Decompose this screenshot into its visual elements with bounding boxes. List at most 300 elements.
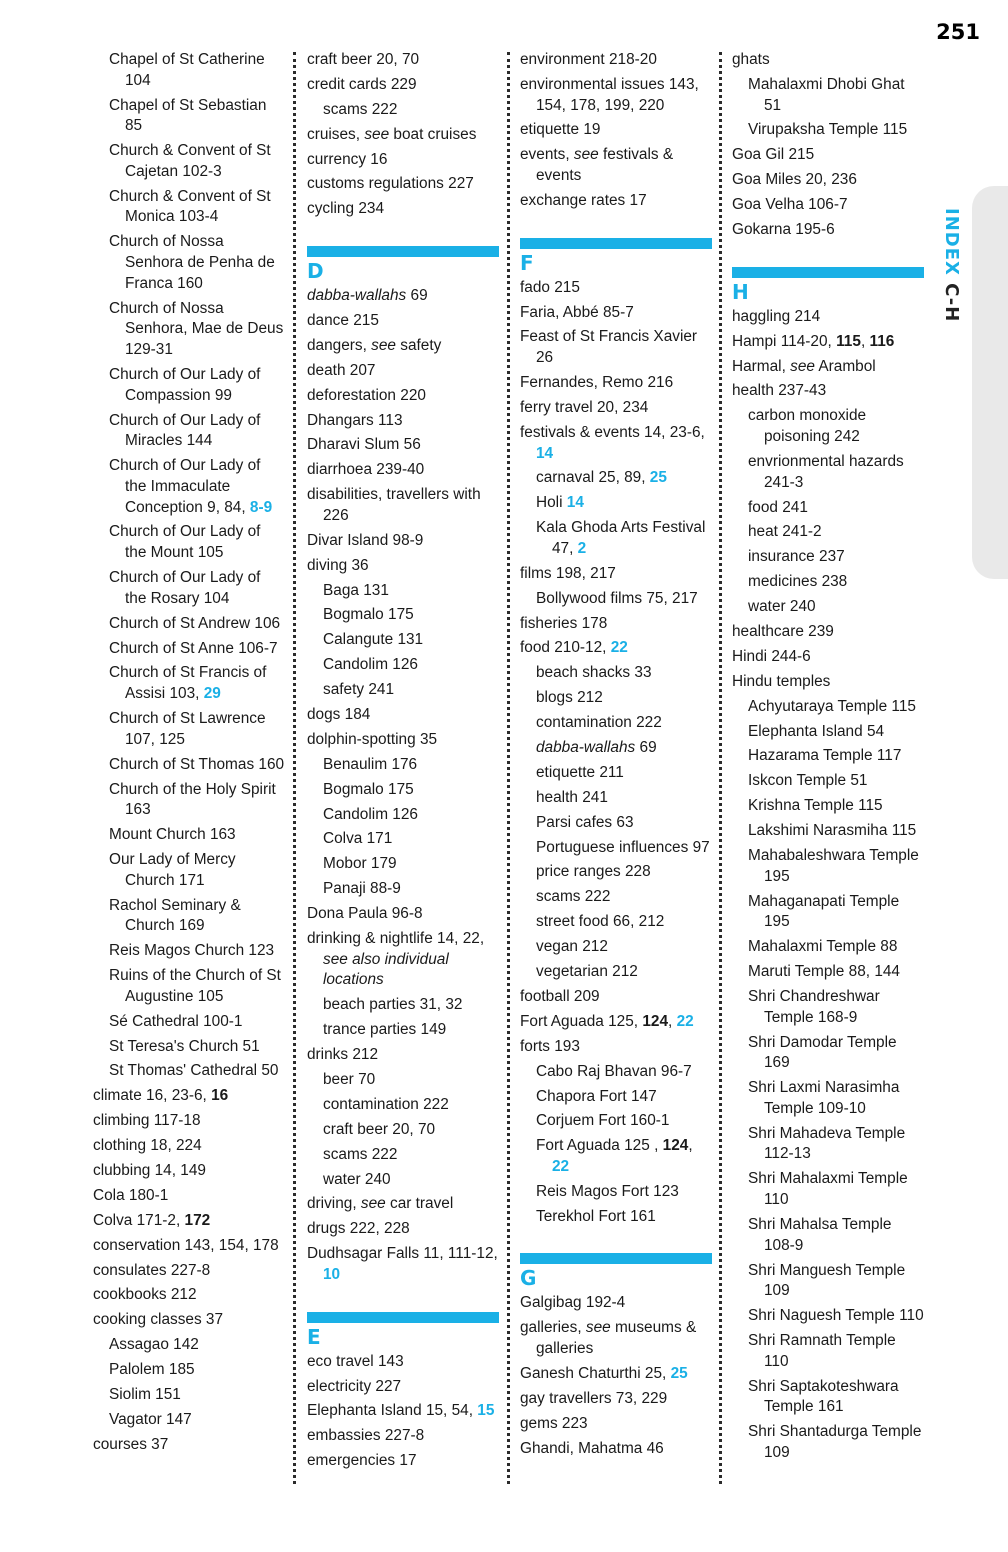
index-entry [732, 195, 924, 216]
entry-text: Shri Naguesh Temple 110 [748, 1307, 924, 1325]
entry-text: healthcare 239 [732, 622, 834, 640]
index-subentry [732, 1033, 924, 1074]
index-subentry [307, 1145, 499, 1166]
index-entry [307, 1352, 499, 1373]
index-entry [520, 1389, 712, 1410]
entry-text: Assagao 142 [109, 1336, 199, 1354]
index-subentry [732, 846, 924, 887]
index-section-f: F [520, 238, 712, 274]
index-subentry [520, 1111, 712, 1132]
index-subentry [732, 1124, 924, 1165]
entry-text: Our Lady of Mercy Church 171 [109, 850, 236, 889]
index-subentry [93, 941, 285, 962]
index-subentry [732, 892, 924, 933]
index-entry [520, 1012, 712, 1033]
index-entry [93, 1435, 285, 1456]
bold-page-ref: 115 [836, 332, 861, 350]
index-subentry [520, 589, 712, 610]
entry-text: Fort Aguada 125 , [536, 1137, 663, 1155]
entry-text: Mahaganapati Temple 195 [748, 892, 900, 931]
entry-text: ghats [732, 51, 770, 68]
entry-text: Faria, Abbé 85-7 [520, 303, 634, 321]
entry-text: fisheries 178 [520, 614, 608, 632]
index-subentry [732, 452, 924, 493]
index-entry [93, 1261, 285, 1282]
index-subentry [732, 120, 924, 141]
entry-text: Dhangars 113 [307, 411, 403, 429]
entry-text: beach parties 31, 32 [323, 996, 463, 1014]
entry-text: Virupaksha Temple 115 [748, 121, 908, 139]
index-subentry [93, 709, 285, 750]
index-subentry [520, 838, 712, 859]
entry-text: Benaulim 176 [323, 755, 418, 773]
entry-text: price ranges 228 [536, 863, 651, 881]
entry-text: envrionmental hazards 241-3 [748, 452, 904, 491]
entry-text: ferry travel 20, 234 [520, 398, 649, 416]
index-subentry [307, 655, 499, 676]
entry-text: clubbing 14, 149 [93, 1162, 206, 1179]
index-entry [520, 398, 712, 419]
index-entry [732, 332, 924, 353]
index-subentry [93, 1360, 285, 1381]
entry-text: vegan 212 [536, 938, 608, 956]
index-entry [307, 286, 499, 307]
index-subentry [93, 187, 285, 228]
index-entry [307, 929, 499, 991]
entry-text: Church of Nossa Senhora, Mae de Deus 129-31 [109, 299, 284, 359]
index-subentry [732, 597, 924, 618]
entry-text: Parsi cafes 63 [536, 813, 634, 831]
entry-text: , [688, 1137, 693, 1155]
entry-text: conservation 143, 154, 178 [93, 1236, 279, 1254]
index-section-e: E [307, 1312, 499, 1348]
entry-text: customs regulations 227 [307, 175, 474, 193]
entry-text: beach shacks 33 [536, 664, 652, 682]
entry-text: health 237-43 [732, 382, 827, 400]
entry-text: food 210-12, [520, 639, 611, 657]
index-entry [93, 1086, 285, 1107]
index-subentry [93, 1012, 285, 1033]
index-subentry [93, 1037, 285, 1058]
entry-text: deforestation 220 [307, 386, 426, 404]
entry-text: festivals & events [536, 146, 674, 185]
index-entry [307, 1244, 499, 1285]
entry-text: Mahabaleshwara Temple 195 [748, 846, 919, 885]
entry-text: food 241 [748, 498, 808, 516]
entry-text: Kala Ghoda Arts Festival 47, [536, 519, 706, 557]
index-entry [732, 357, 924, 378]
entry-text: Church of St Francis of Assisi 103, [109, 664, 267, 703]
entry-text: diving 36 [307, 556, 369, 574]
index-subentry [732, 1331, 924, 1372]
index-subentry [520, 1062, 712, 1083]
entry-text: fado 215 [520, 278, 580, 296]
index-entry [307, 150, 499, 171]
index-subentry [732, 796, 924, 817]
entry-text: exchange rates 17 [520, 191, 647, 209]
index-subentry [520, 862, 712, 883]
entry-text: Panaji 88-9 [323, 880, 401, 898]
index-subentry [520, 468, 712, 489]
index-subentry [732, 1261, 924, 1302]
entry-text: Goa Velha 106-7 [732, 196, 848, 214]
entry-text: Shri Chandreshwar Temple 168-9 [748, 987, 880, 1026]
index-subentry [93, 825, 285, 846]
map-page-ref: 25 [670, 1364, 688, 1382]
entry-text: scams 222 [536, 888, 611, 906]
index-subentry [520, 493, 712, 514]
index-entry [307, 1426, 499, 1447]
entry-text: eco travel 143 [307, 1352, 404, 1370]
index-entry [520, 638, 712, 659]
index-subentry [307, 780, 499, 801]
index-entry [93, 1161, 285, 1182]
index-subentry [520, 937, 712, 958]
index-entry [520, 423, 712, 464]
index-subentry [307, 605, 499, 626]
bold-page-ref: 16 [211, 1087, 229, 1105]
entry-text: heat 241-2 [748, 523, 822, 541]
entry-text: Church of Nossa Senhora de Penha de Franca 160 [109, 233, 275, 292]
index-entry [93, 1136, 285, 1157]
entry-text: dogs 184 [307, 706, 371, 723]
index-tab-range: C-H [941, 283, 962, 323]
entry-text: events, [520, 146, 574, 164]
entry-text: gems 223 [520, 1414, 588, 1432]
index-entry [520, 145, 712, 186]
entry-text: safety 241 [323, 681, 395, 699]
index-subentry [732, 697, 924, 718]
entry-text: Church of Our Lady of Compassion 99 [109, 365, 261, 404]
entry-text: car travel [385, 1195, 454, 1213]
entry-text: Church of Our Lady of Miracles 144 [109, 411, 261, 450]
index-entry [93, 1310, 285, 1331]
entry-text: Galgibag 192-4 [520, 1294, 626, 1312]
entry-text: St Teresa's Church 51 [109, 1037, 260, 1055]
entry-text: clothing 18, 224 [93, 1137, 202, 1155]
index-subentry [93, 365, 285, 406]
index-subentry [732, 821, 924, 842]
entry-text: Rachol Seminary & Church 169 [109, 896, 241, 935]
entry-text: boat cruises [389, 125, 477, 143]
index-subentry [307, 1070, 499, 1091]
entry-text: Bogmalo 175 [323, 780, 414, 798]
entry-text: Mobor 179 [323, 855, 397, 873]
map-page-ref: 22 [552, 1157, 570, 1175]
entry-text: contamination 222 [323, 1095, 449, 1113]
index-entry [93, 1111, 285, 1132]
index-entry [520, 1318, 712, 1359]
entry-text: death 207 [307, 361, 376, 379]
index-subentry [520, 887, 712, 908]
entry-text: climate 16, 23-6, [93, 1087, 212, 1105]
entry-text: carnaval 25, 89, [536, 469, 650, 487]
entry-text: Corjuem Fort 160-1 [536, 1112, 670, 1130]
entry-text: Church of St Lawrence 107, 125 [109, 710, 266, 748]
entry-text: see [371, 336, 396, 354]
index-section-g: G [520, 1253, 712, 1289]
index-entry [307, 730, 499, 751]
index-entry [520, 1364, 712, 1385]
index-entry [732, 381, 924, 402]
index-entry [307, 435, 499, 456]
index-entry [520, 191, 712, 212]
index-subentry [732, 522, 924, 543]
entry-text: Colva 171-2, [93, 1211, 185, 1229]
entry-text: cycling 234 [307, 200, 384, 218]
entry-text: Gokarna 195-6 [732, 221, 835, 239]
index-subentry [307, 879, 499, 900]
index-subentry [93, 456, 285, 518]
index-entry [307, 311, 499, 332]
index-subentry [93, 232, 285, 294]
index-subentry [520, 912, 712, 933]
entry-text: Dharavi Slum 56 [307, 436, 421, 454]
index-entry [307, 50, 499, 71]
map-page-ref: 22 [610, 639, 628, 657]
entry-text: Palolem 185 [109, 1361, 195, 1379]
entry-text: trance parties 149 [323, 1021, 447, 1039]
entry-text: dance 215 [307, 311, 379, 329]
entry-text: Church of St Andrew 106 [109, 614, 281, 632]
index-subentry [307, 1020, 499, 1041]
index-entry [520, 303, 712, 324]
index-entry [307, 556, 499, 577]
entry-text: consulates 227-8 [93, 1261, 211, 1279]
entry-text: Iskcon Temple 51 [748, 772, 868, 790]
index-entry [307, 1451, 499, 1472]
index-subentry [93, 663, 285, 704]
entry-text: Goa Miles 20, 236 [732, 171, 857, 189]
entry-text: currency 16 [307, 150, 388, 168]
entry-text: water 240 [748, 598, 816, 616]
map-page-ref: 25 [649, 469, 667, 487]
entry-text: courses 37 [93, 1435, 169, 1453]
entry-text: credit cards 229 [307, 75, 417, 93]
entry-text: Fernandes, Remo 216 [520, 374, 674, 392]
index-entry [520, 1037, 712, 1058]
index-subentry [307, 854, 499, 875]
entry-text: Cola 180-1 [93, 1186, 169, 1204]
index-entry [732, 170, 924, 191]
entry-text: see [573, 146, 599, 164]
entry-text: Reis Magos Fort 123 [536, 1182, 679, 1200]
index-subentry [732, 547, 924, 568]
entry-text: , [668, 1012, 677, 1030]
entry-text: Shri Laxmi Narasimha Temple 109-10 [748, 1079, 900, 1117]
entry-text: Chapora Fort 147 [536, 1087, 657, 1105]
entry-text: climbing 117-18 [93, 1112, 201, 1130]
entry-text: Goa Gil 215 [732, 146, 815, 164]
entry-text: Dudhsagar Falls 11, 111-12, [307, 1245, 498, 1263]
entry-text: Elephanta Island 54 [748, 722, 885, 740]
entry-text: Cabo Raj Bhavan 96-7 [536, 1062, 692, 1080]
index-subentry [520, 663, 712, 684]
entry-text: , [860, 332, 870, 350]
entry-text: see [360, 1195, 386, 1213]
index-subentry [93, 141, 285, 182]
bold-page-ref: 124 [642, 1012, 669, 1030]
index-subentry [307, 829, 499, 850]
entry-text: electricity 227 [307, 1377, 402, 1395]
entry-text: 69 [406, 287, 428, 305]
entry-text: emergencies 17 [307, 1452, 417, 1470]
entry-text: Shri Damodar Temple 169 [748, 1033, 897, 1072]
index-entry [520, 987, 712, 1008]
entry-text: vegetarian 212 [536, 963, 638, 981]
index-entry [732, 672, 924, 693]
entry-text: dabba-wallahs [536, 739, 636, 757]
index-section-h: H [732, 267, 924, 303]
entry-text: Mount Church 163 [109, 826, 236, 844]
index-entry [732, 220, 924, 241]
entry-text: haggling 214 [732, 307, 821, 325]
entry-text: Harmal, [732, 357, 791, 375]
entry-text: galleries, [520, 1319, 586, 1337]
index-entry [520, 1439, 712, 1460]
entry-text: environmental issues 143, 154, 178, 199, 220 [520, 75, 699, 114]
entry-text: insurance 237 [748, 548, 845, 566]
entry-text: Colva 171 [323, 830, 393, 848]
index-subentry [307, 1120, 499, 1141]
entry-text: contamination 222 [536, 714, 662, 732]
index-subentry [93, 780, 285, 821]
page-number: 251 [936, 20, 980, 44]
index-entry [732, 647, 924, 668]
entry-text: craft beer 20, 70 [323, 1120, 436, 1138]
index-subentry [732, 1078, 924, 1119]
bold-page-ref: 172 [184, 1211, 211, 1229]
index-subentry [93, 639, 285, 660]
index-subentry [520, 1136, 712, 1177]
entry-text: forts 193 [520, 1037, 580, 1055]
entry-text: embassies 227-8 [307, 1427, 425, 1445]
entry-text: Ganesh Chaturthi 25, [520, 1364, 671, 1382]
entry-text: Hampi 114-20, [732, 332, 837, 350]
index-subentry [732, 572, 924, 593]
index-entry [307, 386, 499, 407]
entry-text: football 209 [520, 987, 600, 1005]
index-entry [307, 75, 499, 96]
entry-text: scams 222 [323, 100, 398, 118]
entry-text: disabilities, travellers with 226 [307, 486, 481, 524]
index-subentry [520, 713, 712, 734]
entry-text: Church & Convent of St Cajetan 102-3 [109, 142, 271, 180]
entry-text: Maruti Temple 88, 144 [748, 963, 900, 981]
column-divider [293, 52, 296, 1484]
entry-text: Shri Manguesh Temple 109 [748, 1261, 906, 1300]
index-entry [520, 278, 712, 299]
entry-text: drinking & nightlife 14, 22, [307, 930, 485, 948]
entry-text: Church of St Thomas 160 [109, 755, 285, 773]
index-subentry [732, 406, 924, 447]
entry-text: gay travellers 73, 229 [520, 1389, 668, 1407]
entry-text: beer 70 [323, 1070, 376, 1088]
index-subentry [93, 96, 285, 137]
index-column-4 [732, 50, 924, 1468]
map-page-ref: 14 [566, 494, 584, 512]
map-page-ref: 8-9 [249, 498, 273, 516]
index-subentry [307, 630, 499, 651]
entry-text: Sé Cathedral 100-1 [109, 1012, 243, 1030]
entry-text: Siolim 151 [109, 1386, 181, 1404]
index-subentry [93, 411, 285, 452]
entry-text: Terekhol Fort 161 [536, 1207, 656, 1225]
map-page-ref: 15 [477, 1402, 495, 1420]
index-subentry [307, 995, 499, 1016]
entry-text: medicines 238 [748, 573, 848, 591]
bold-page-ref: 116 [869, 332, 895, 350]
entry-text: Holi [536, 494, 567, 512]
index-entry [307, 1219, 499, 1240]
entry-text: diarrhoea 239-40 [307, 461, 425, 479]
index-subentry [732, 987, 924, 1028]
entry-text: museums & galleries [536, 1319, 697, 1358]
entry-text: see [364, 125, 390, 143]
entry-text: Church of Our Lady of the Rosary 104 [109, 569, 261, 607]
index-subentry [732, 498, 924, 519]
index-subentry [732, 75, 924, 116]
entry-text: Elephanta Island 15, 54, [307, 1402, 478, 1420]
entry-text: Fort Aguada 125, [520, 1012, 643, 1030]
entry-text: Mahalaxmi Dhobi Ghat 51 [748, 75, 905, 114]
entry-text: Ruins of the Church of St Augustine 105 [109, 967, 281, 1005]
entry-text: Feast of St Francis Xavier 26 [520, 328, 698, 367]
entry-text: Bogmalo 175 [323, 606, 414, 624]
entry-text: Hindi 244-6 [732, 647, 811, 665]
entry-text: Divar Island 98-9 [307, 531, 424, 549]
index-subentry [93, 966, 285, 1007]
index-subentry [93, 614, 285, 635]
index-entry [307, 336, 499, 357]
entry-text: Candolim 126 [323, 805, 418, 823]
index-entry [93, 1236, 285, 1257]
entry-text: Portuguese influences 97 [536, 838, 710, 856]
index-entry [93, 1285, 285, 1306]
index-subentry [520, 1087, 712, 1108]
index-section-d: D [307, 246, 499, 282]
index-entry [307, 705, 499, 726]
entry-text: craft beer 20, 70 [307, 51, 420, 68]
entry-text: Vagator 147 [109, 1410, 192, 1428]
entry-text: Church of St Anne 106-7 [109, 639, 278, 657]
map-page-ref: 14 [536, 444, 554, 462]
entry-text: Chapel of St Sebastian 85 [109, 96, 267, 135]
entry-text: dangers, [307, 336, 372, 354]
index-entry [520, 75, 712, 116]
index-subentry [732, 1422, 924, 1463]
entry-text: drinks 212 [307, 1046, 379, 1064]
index-subentry [520, 738, 712, 759]
entry-text: drugs 222, 228 [307, 1220, 410, 1238]
index-entry [307, 174, 499, 195]
entry-text: Church of Our Lady of the Mount 105 [109, 523, 261, 562]
entry-text: St Thomas' Cathedral 50 [109, 1062, 279, 1080]
entry-text: Shri Mahalaxmi Temple 110 [748, 1170, 908, 1209]
entry-text: Ghandi, Mahatma 46 [520, 1439, 664, 1457]
entry-text: Arambol [814, 357, 876, 375]
index-subentry [93, 50, 285, 91]
entry-text: cookbooks 212 [93, 1286, 197, 1304]
entry-text: Hindu temples [732, 672, 831, 690]
entry-text: Shri Shantadurga Temple 109 [748, 1423, 922, 1461]
index-subentry [93, 896, 285, 937]
index-entry [520, 1293, 712, 1314]
entry-text: Baga 131 [323, 581, 389, 599]
entry-text: dabba-wallahs [307, 287, 407, 305]
index-subentry [520, 813, 712, 834]
index-subentry [93, 1335, 285, 1356]
